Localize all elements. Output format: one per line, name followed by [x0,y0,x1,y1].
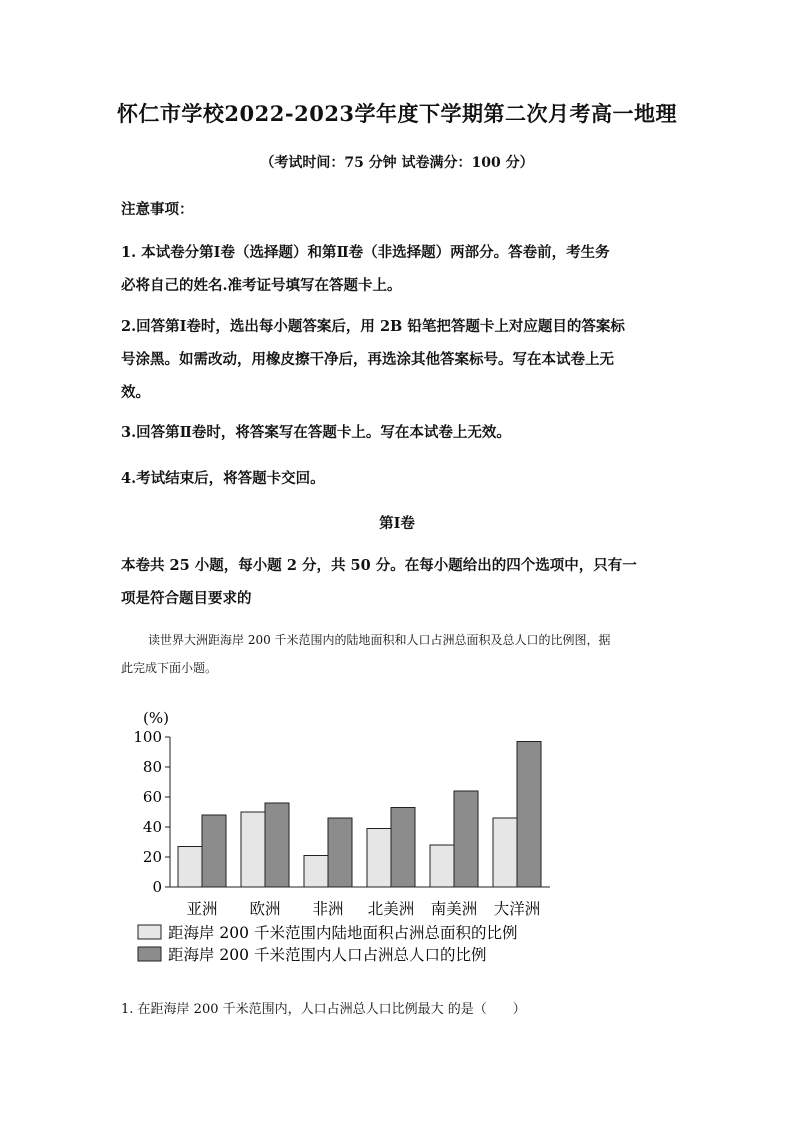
passage-line-2: 此完成下面小题。 [121,661,218,675]
notice-item-4 [121,462,325,495]
legend-label-population: 距海岸 200 千米范围内人口占洲总人口的比例 [168,946,487,964]
notice-line: 4.考试结束后，将答题卡交回。 [121,470,325,487]
passage-line-1: 读世界大洲距海岸 200 千米范围内的陆地面积和人口占洲总面积及总人口的比例图，据 [148,633,611,647]
intro-line: 项是符合题目要求的 [121,590,252,607]
category-label: 南美洲 [430,900,478,918]
bar-population-4 [454,791,478,887]
y-tick-label: 60 [142,788,162,806]
bar-chart [0,695,794,975]
y-tick-label: 80 [142,758,162,776]
notice-line: 1. 本试卷分第Ⅰ卷（选择题）和第Ⅱ卷（非选择题）两部分。答卷前，考生务 [121,244,610,261]
bar-area-0 [178,847,202,888]
category-label: 亚洲 [186,900,218,918]
question-1: 1. 在距海岸 200 千米范围内，人口占洲总人口比例最大 的是（ ） [121,1002,526,1017]
bar-population-1 [265,803,289,887]
bar-population-2 [328,818,352,887]
y-tick-label: 0 [152,878,162,896]
notice-item-2 [121,310,625,409]
bar-area-3 [367,829,391,888]
notice-line: 必将自己的姓名.准考证号填写在答题卡上。 [121,277,402,294]
notice-line: 效。 [121,384,150,401]
legend [138,923,517,964]
bar-area-5 [493,818,517,887]
notice-item-1 [121,236,610,302]
legend-swatch-population [138,947,161,961]
y-tick-label: 40 [142,818,162,836]
bar-area-1 [241,812,265,887]
bar-population-3 [391,808,415,888]
bar-area-2 [304,856,328,888]
bar-population-0 [202,815,226,887]
bar-area-4 [430,845,454,887]
legend-label-area: 距海岸 200 千米范围内陆地面积占洲总面积的比例 [168,924,518,942]
section-heading: 第Ⅰ卷 [379,515,415,532]
category-label: 大洋洲 [493,900,541,918]
y-tick-label: 100 [133,728,162,746]
exam-info: （考试时间：75 分钟 试卷满分：100 分） [260,155,534,171]
paper-title: 怀仁市学校2022-2023学年度下学期第二次月考高一地理 [116,101,678,126]
category-label: 欧洲 [249,900,281,918]
intro-line: 本卷共 25 小题，每小题 2 分，共 50 分。在每小题给出的四个选项中，只有一 [121,557,637,574]
legend-swatch-area [138,925,161,939]
notice-item-3 [121,416,511,449]
y-axis-unit: (%) [143,709,169,727]
category-label: 非洲 [312,900,344,918]
section-intro [121,549,637,615]
y-tick-label: 20 [142,848,162,866]
category-label: 北美洲 [367,900,415,918]
notice-line: 号涂黑。如需改动，用橡皮擦干净后，再选涂其他答案标号。写在本试卷上无 [121,351,614,368]
bar-population-5 [517,742,541,888]
notice-heading: 注意事项： [121,201,194,218]
notice-line: 3.回答第Ⅱ卷时，将答案写在答题卡上。写在本试卷上无效。 [121,424,511,441]
notice-line: 2.回答第Ⅰ卷时，选出每小题答案后，用 2B 铅笔把答题卡上对应题目的答案标 [121,318,625,335]
